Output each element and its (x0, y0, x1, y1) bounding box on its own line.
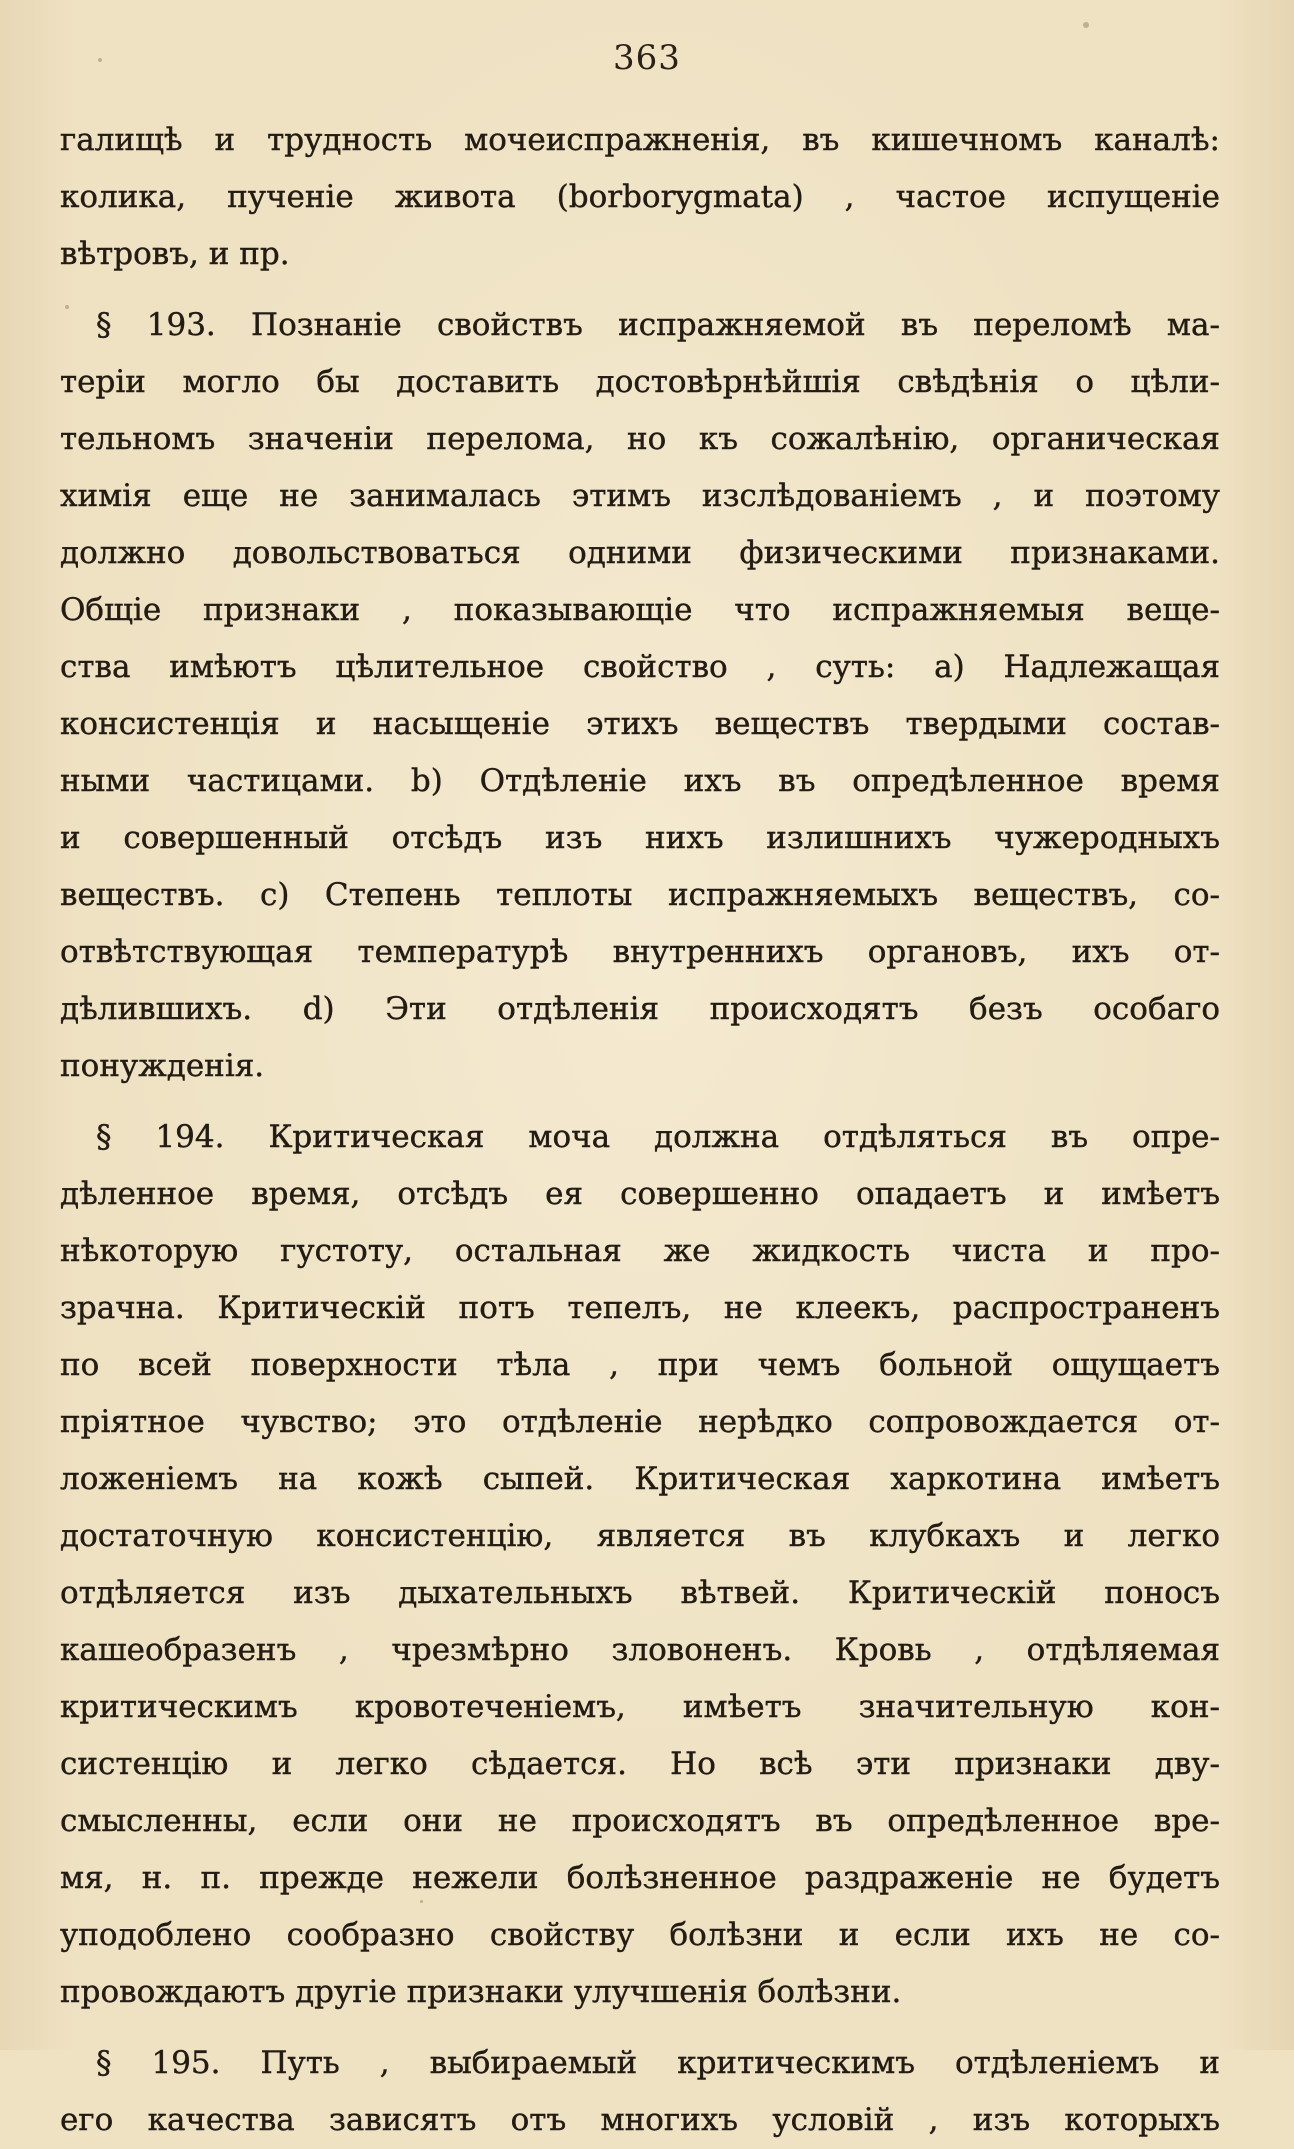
text-line: консистенція и насыщеніе этихъ веществъ твердыми состав- (60, 706, 1220, 742)
text-line: провождаютъ другіе признаки улучшенія болѣзни. (60, 1974, 902, 2010)
paragraph (60, 1109, 1220, 2021)
paper-speck (65, 305, 69, 309)
text-line: и совершенный отсѣдъ изъ нихъ излишнихъ чужеродныхъ (60, 820, 1220, 856)
paragraph (60, 112, 1220, 283)
paper-speck (1180, 1760, 1183, 1763)
text-line: теріи могло бы доставить достовѣрнѣйшія свѣдѣнія о цѣли- (60, 364, 1220, 400)
text-line: критическимъ кровотеченіемъ, имѣетъ значительную кон- (60, 1689, 1220, 1725)
text-line: смысленны, если они не происходятъ въ опредѣленное вре- (60, 1803, 1220, 1839)
text-line: тельномъ значеніи перелома, но къ сожалѣнію, органическая (60, 421, 1220, 457)
paper-speck (1083, 22, 1089, 28)
text-line: отдѣляется изъ дыхательныхъ вѣтвей. Критическій поносъ (60, 1575, 1220, 1611)
paragraph (60, 2035, 1220, 2149)
text-line: кашеобразенъ , чрезмѣрно зловоненъ. Кровь , отдѣляемая (60, 1632, 1220, 1668)
text-line: § 193. Познаніе свойствъ испражняемой въ переломѣ ма- (96, 307, 1220, 343)
text-line: ными частицами. b) Отдѣленіе ихъ въ опредѣленное время (60, 763, 1220, 799)
text-line: достаточную консистенцію, является въ клубкахъ и легко (60, 1518, 1220, 1554)
paper-speck (420, 1900, 423, 1903)
text-line: его качества зависятъ отъ многихъ условій , изъ которыхъ (60, 2102, 1220, 2138)
text-line: отвѣтствующая температурѣ внутреннихъ органовъ, ихъ от- (60, 934, 1220, 970)
text-line: пріятное чувство; это отдѣленіе нерѣдко сопровождается от- (60, 1404, 1220, 1440)
paragraph (60, 297, 1220, 1095)
text-line: ства имѣютъ цѣлительное свойство , суть: а) Надлежащая (60, 649, 1220, 685)
body-text (60, 112, 1220, 2149)
text-line: § 195. Путь , выбираемый критическимъ отдѣленіемъ и (96, 2045, 1220, 2081)
text-line: дѣлившихъ. d) Эти отдѣленія происходятъ безъ особаго (60, 991, 1220, 1027)
text-line: ложеніемъ на кожѣ сыпей. Критическая харкотина имѣетъ (60, 1461, 1220, 1497)
text-line: нѣкоторую густоту, остальная же жидкость чиста и про- (60, 1233, 1220, 1269)
text-line: Общіе признаки , показывающіе что испражняемыя веще- (60, 592, 1220, 628)
text-line: понужденія. (60, 1048, 265, 1084)
paper-speck (98, 58, 102, 62)
text-line: химія еще не занималась этимъ изслѣдованіемъ , и поэтому (60, 478, 1220, 514)
page-number: 363 (613, 38, 681, 78)
text-line: вѣтровъ, и пр. (60, 236, 290, 272)
text-line: зрачна. Критическій потъ тепелъ, не клеекъ, распространенъ (60, 1290, 1220, 1326)
text-line: уподоблено сообразно свойству болѣзни и если ихъ не со- (60, 1917, 1220, 1953)
text-line: § 194. Критическая моча должна отдѣляться въ опре- (96, 1119, 1220, 1155)
text-line: по всей поверхности тѣла , при чемъ больной ощущаетъ (60, 1347, 1220, 1383)
text-line: дѣленное время, отсѣдъ ея совершенно опадаетъ и имѣетъ (60, 1176, 1220, 1212)
text-line: мя, н. п. прежде нежели болѣзненное раздраженіе не будетъ (60, 1860, 1220, 1896)
text-line: веществъ. с) Степень теплоты испражняемыхъ веществъ, со- (60, 877, 1220, 913)
text-line: должно довольствоваться одними физическими признаками. (60, 535, 1220, 571)
text-line: галищѣ и трудность мочеиспражненія, въ кишечномъ каналѣ: (60, 122, 1220, 158)
text-line: колика, пученіе живота (borborygmata) , частое испущеніе (60, 179, 1220, 215)
text-line: систенцію и легко сѣдается. Но всѣ эти признаки дву- (60, 1746, 1220, 1782)
